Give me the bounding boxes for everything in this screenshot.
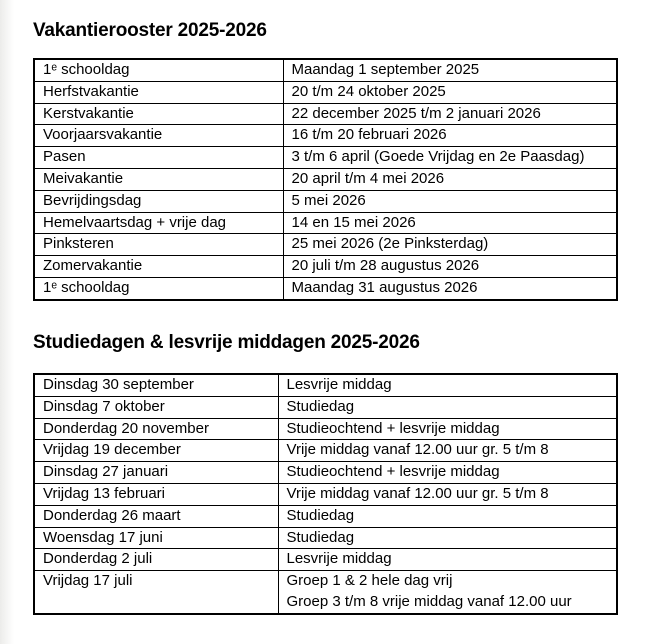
row-label: Zomervakantie [34,256,283,278]
row-value: 16 t/m 20 februari 2026 [283,125,617,147]
row-value: 25 mei 2026 (2e Pinksterdag) [283,234,617,256]
table-row [34,440,617,462]
table-row [34,505,617,527]
row-label: Vrijdag 19 december [34,440,278,462]
row-label: Hemelvaartsdag + vrije dag [34,212,283,234]
row-value [278,571,617,614]
row-value: Studiedag [278,505,617,527]
table-row [34,103,617,125]
scan-edge-shading [0,0,14,644]
row-label: Vrijdag 17 juli [34,571,278,614]
row-label: Kerstvakantie [34,103,283,125]
row-value: Studieochtend + lesvrije middag [278,462,617,484]
row-label: Meivakantie [34,168,283,190]
table-row [34,374,617,396]
row-label: Voorjaarsvakantie [34,125,283,147]
table-row [34,418,617,440]
studiedagen-title: Studiedagen & lesvrije middagen 2025-2026 [33,332,420,353]
row-label: Pasen [34,147,283,169]
row-value: 14 en 15 mei 2026 [283,212,617,234]
row-label: Herfstvakantie [34,81,283,103]
row-label: Dinsdag 30 september [34,374,278,396]
row-value: 22 december 2025 t/m 2 januari 2026 [283,103,617,125]
row-value: 20 t/m 24 oktober 2025 [283,81,617,103]
row-label: Dinsdag 7 oktober [34,396,278,418]
row-label: Donderdag 2 juli [34,549,278,571]
row-value: Lesvrije middag [278,374,617,396]
row-label: Bevrijdingsdag [34,190,283,212]
row-value-line-1: Groep 1 & 2 hele dag vrij [286,572,453,590]
table-row [34,256,617,278]
table-row [34,212,617,234]
vakantierooster-title: Vakantierooster 2025-2026 [33,20,267,41]
row-value: 20 juli t/m 28 augustus 2026 [283,256,617,278]
table-row [34,549,617,571]
row-value: Vrije middag vanaf 12.00 uur gr. 5 t/m 8 [278,440,617,462]
row-label: Vrijdag 13 februari [34,483,278,505]
table-row [34,396,617,418]
row-value: Studiedag [278,527,617,549]
row-label: Pinksteren [34,234,283,256]
vakantierooster-table [33,58,618,301]
table-row [34,462,617,484]
row-label: Donderdag 26 maart [34,505,278,527]
table-row [34,125,617,147]
table-row [34,147,617,169]
table-row [34,81,617,103]
row-value: 20 april t/m 4 mei 2026 [283,168,617,190]
row-label: Woensdag 17 juni [34,527,278,549]
table-row [34,483,617,505]
row-value: Studiedag [278,396,617,418]
row-value: Lesvrije middag [278,549,617,571]
table-row [34,234,617,256]
row-value-line-2: Groep 3 t/m 8 vrije middag vanaf 12.00 uur [286,592,572,610]
table-row [34,190,617,212]
table-row [34,59,617,81]
table-row [34,571,617,614]
row-value: Studieochtend + lesvrije middag [278,418,617,440]
row-label: 1ᵉ schooldag [34,277,283,299]
row-value: 3 t/m 6 april (Goede Vrijdag en 2e Paasdag) [283,147,617,169]
row-label: 1ᵉ schooldag [34,59,283,81]
row-label: Donderdag 20 november [34,418,278,440]
table-row [34,277,617,299]
table-row [34,527,617,549]
row-value: Maandag 31 augustus 2026 [283,277,617,299]
row-value: Vrije middag vanaf 12.00 uur gr. 5 t/m 8 [278,483,617,505]
row-label: Dinsdag 27 januari [34,462,278,484]
row-value: 5 mei 2026 [283,190,617,212]
row-value: Maandag 1 september 2025 [283,59,617,81]
table-row [34,168,617,190]
studiedagen-table [33,373,618,615]
